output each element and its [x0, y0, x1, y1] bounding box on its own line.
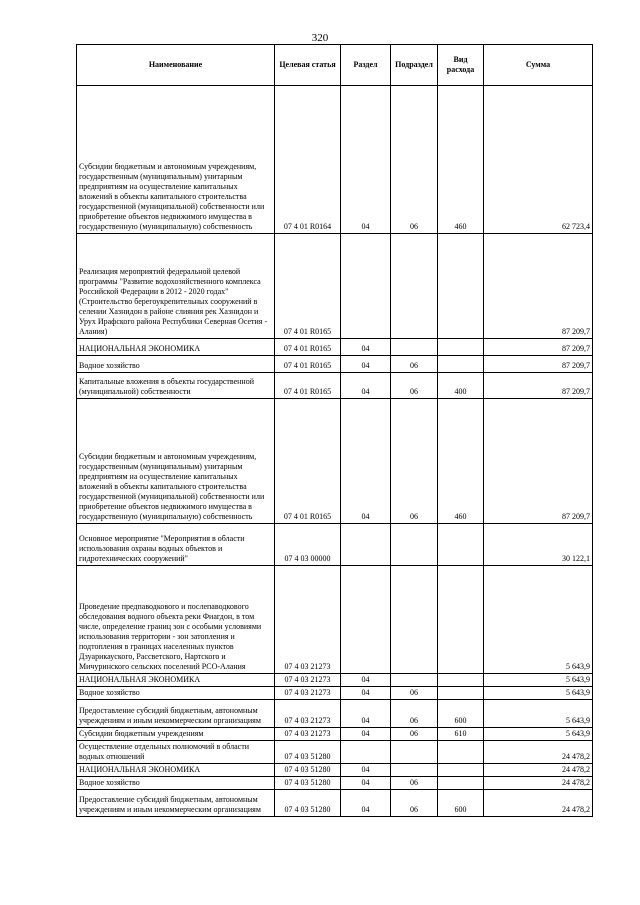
row-article-cell: 07 4 01 R0165: [275, 234, 341, 339]
row-section-cell: 04: [341, 373, 391, 399]
row-article-cell: 07 4 03 21273: [275, 687, 341, 700]
row-article-cell: 07 4 01 R0165: [275, 356, 341, 373]
row-article-cell: 07 4 03 21273: [275, 566, 341, 674]
row-subsection-cell: 06: [391, 728, 438, 741]
row-name-cell: НАЦИОНАЛЬНАЯ ЭКОНОМИКА: [77, 764, 275, 777]
row-subsection-cell: [391, 741, 438, 764]
row-amount-cell: 5 643,9: [484, 700, 593, 728]
row-article-cell: 07 4 01 R0164: [275, 86, 341, 234]
row-article-cell: 07 4 03 51280: [275, 741, 341, 764]
row-subsection-cell: 06: [391, 687, 438, 700]
row-expense-type-cell: [438, 566, 484, 674]
row-expense-type-cell: [438, 524, 484, 566]
table-row: [77, 356, 593, 373]
table-row: [77, 687, 593, 700]
row-expense-type-cell: 460: [438, 86, 484, 234]
row-section-cell: 04: [341, 339, 391, 356]
row-article-cell: 07 4 01 R0165: [275, 373, 341, 399]
row-name-cell: Субсидии бюджетным учреждениям: [77, 728, 275, 741]
row-amount-cell: 5 643,9: [484, 687, 593, 700]
row-subsection-cell: 06: [391, 700, 438, 728]
row-section-cell: 04: [341, 764, 391, 777]
header-name: Наименование: [77, 45, 275, 86]
row-section-cell: 04: [341, 687, 391, 700]
row-amount-cell: 5 643,9: [484, 674, 593, 687]
row-amount-cell: 87 209,7: [484, 339, 593, 356]
table-row: [77, 234, 593, 339]
budget-table: [76, 44, 593, 817]
row-subsection-cell: 06: [391, 86, 438, 234]
table-row: [77, 373, 593, 399]
row-subsection-cell: [391, 234, 438, 339]
row-name-cell: Субсидии бюджетным и автономным учреждениям, государственным (муниципальным) унитарным предприятиям на осуществление капитальных вложений в объекты капитального строительства государственной (муниципальной) собственности или приобретение объектов недвижимого имущества в государственную (муниципальную) собственность: [77, 399, 275, 524]
row-section-cell: [341, 741, 391, 764]
row-expense-type-cell: [438, 356, 484, 373]
row-subsection-cell: [391, 566, 438, 674]
table-row: [77, 674, 593, 687]
row-subsection-cell: 06: [391, 777, 438, 790]
row-expense-type-cell: 400: [438, 373, 484, 399]
row-name-cell: Основное мероприятие "Мероприятия в области использования охраны водных объектов и гидротехнических сооружений": [77, 524, 275, 566]
row-expense-type-cell: 600: [438, 790, 484, 817]
table-header-row: [77, 45, 593, 86]
row-name-cell: Проведение предпаводкового и послепаводкового обследования водного объекта реки Фиагдон, в том числе, определение границ зон с особыми условиями использования территории - зон затопления и подтопления в границах населенных пунктов Дзуарикауского, Рассветского, Нартского и Мичуринского сельских поселений РСО-Алания: [77, 566, 275, 674]
row-amount-cell: 5 643,9: [484, 566, 593, 674]
row-article-cell: 07 4 03 21273: [275, 700, 341, 728]
row-expense-type-cell: [438, 777, 484, 790]
row-amount-cell: 24 478,2: [484, 764, 593, 777]
row-expense-type-cell: [438, 764, 484, 777]
row-article-cell: 07 4 03 51280: [275, 777, 341, 790]
row-name-cell: Водное хозяйство: [77, 777, 275, 790]
row-amount-cell: 24 478,2: [484, 790, 593, 817]
row-name-cell: НАЦИОНАЛЬНАЯ ЭКОНОМИКА: [77, 674, 275, 687]
row-amount-cell: 24 478,2: [484, 741, 593, 764]
row-article-cell: 07 4 03 51280: [275, 764, 341, 777]
row-name-cell: Водное хозяйство: [77, 687, 275, 700]
table-row: [77, 741, 593, 764]
row-name-cell: Осуществление отдельных полномочий в области водных отношений: [77, 741, 275, 764]
table-row: [77, 566, 593, 674]
row-section-cell: [341, 566, 391, 674]
header-expense-type: Вид расхода: [438, 45, 484, 86]
row-section-cell: 04: [341, 728, 391, 741]
row-section-cell: 04: [341, 674, 391, 687]
table-row: [77, 339, 593, 356]
row-amount-cell: 87 209,7: [484, 356, 593, 373]
row-article-cell: 07 4 01 R0165: [275, 339, 341, 356]
row-subsection-cell: [391, 339, 438, 356]
row-expense-type-cell: 460: [438, 399, 484, 524]
row-name-cell: Капитальные вложения в объекты государственной (муниципальной) собственности: [77, 373, 275, 399]
table-row: [77, 700, 593, 728]
row-subsection-cell: [391, 764, 438, 777]
row-expense-type-cell: [438, 234, 484, 339]
row-article-cell: 07 4 03 21273: [275, 674, 341, 687]
row-expense-type-cell: [438, 674, 484, 687]
row-subsection-cell: 06: [391, 399, 438, 524]
row-amount-cell: 87 209,7: [484, 399, 593, 524]
row-article-cell: 07 4 03 00000: [275, 524, 341, 566]
table-row: [77, 764, 593, 777]
row-subsection-cell: 06: [391, 790, 438, 817]
row-expense-type-cell: [438, 687, 484, 700]
row-name-cell: Субсидии бюджетным и автономным учреждениям, государственным (муниципальным) унитарным предприятиям на осуществление капитальных вложений в объекты капитального строительства государственной (муниципальной) собственности или приобретение объектов недвижимого имущества в государственную (муниципальную) собственность: [77, 86, 275, 234]
table-row: [77, 728, 593, 741]
row-amount-cell: 5 643,9: [484, 728, 593, 741]
row-section-cell: 04: [341, 399, 391, 524]
row-article-cell: 07 4 03 21273: [275, 728, 341, 741]
row-article-cell: 07 4 01 R0165: [275, 399, 341, 524]
row-subsection-cell: 06: [391, 356, 438, 373]
row-expense-type-cell: 610: [438, 728, 484, 741]
header-amount: Сумма: [484, 45, 593, 86]
row-section-cell: 04: [341, 777, 391, 790]
row-subsection-cell: [391, 524, 438, 566]
row-amount-cell: 62 723,4: [484, 86, 593, 234]
header-section: Раздел: [341, 45, 391, 86]
row-section-cell: 04: [341, 356, 391, 373]
row-section-cell: [341, 524, 391, 566]
row-expense-type-cell: [438, 741, 484, 764]
row-name-cell: Предоставление субсидий бюджетным, автономным учреждениям и иным некоммерческим организациям: [77, 790, 275, 817]
row-amount-cell: 24 478,2: [484, 777, 593, 790]
table-row: [77, 777, 593, 790]
row-name-cell: Реализация мероприятий федеральной целевой программы "Развитие водохозяйственного комплекса Российской Федерации в 2012 - 2020 годах" (Строительство берегоукрепительных сооружений в селении Хазнидон в районе слияния рек Хазнидон и Урух Ирафского района Республики Северная Осетия - Алания): [77, 234, 275, 339]
row-amount-cell: 87 209,7: [484, 373, 593, 399]
table-row: [77, 790, 593, 817]
row-amount-cell: 30 122,1: [484, 524, 593, 566]
header-article: Целевая статья: [275, 45, 341, 86]
row-subsection-cell: 06: [391, 373, 438, 399]
table-row: [77, 524, 593, 566]
row-section-cell: 04: [341, 86, 391, 234]
row-name-cell: Водное хозяйство: [77, 356, 275, 373]
row-expense-type-cell: [438, 339, 484, 356]
row-name-cell: Предоставление субсидий бюджетным, автономным учреждениям и иным некоммерческим организациям: [77, 700, 275, 728]
row-article-cell: 07 4 03 51280: [275, 790, 341, 817]
row-subsection-cell: [391, 674, 438, 687]
row-expense-type-cell: 600: [438, 700, 484, 728]
page-number: 320: [311, 32, 329, 44]
table-row: [77, 399, 593, 524]
row-section-cell: [341, 234, 391, 339]
row-section-cell: 04: [341, 790, 391, 817]
row-section-cell: 04: [341, 700, 391, 728]
table-row: [77, 86, 593, 234]
header-subsection: Подраздел: [391, 45, 438, 86]
row-amount-cell: 87 209,7: [484, 234, 593, 339]
row-name-cell: НАЦИОНАЛЬНАЯ ЭКОНОМИКА: [77, 339, 275, 356]
